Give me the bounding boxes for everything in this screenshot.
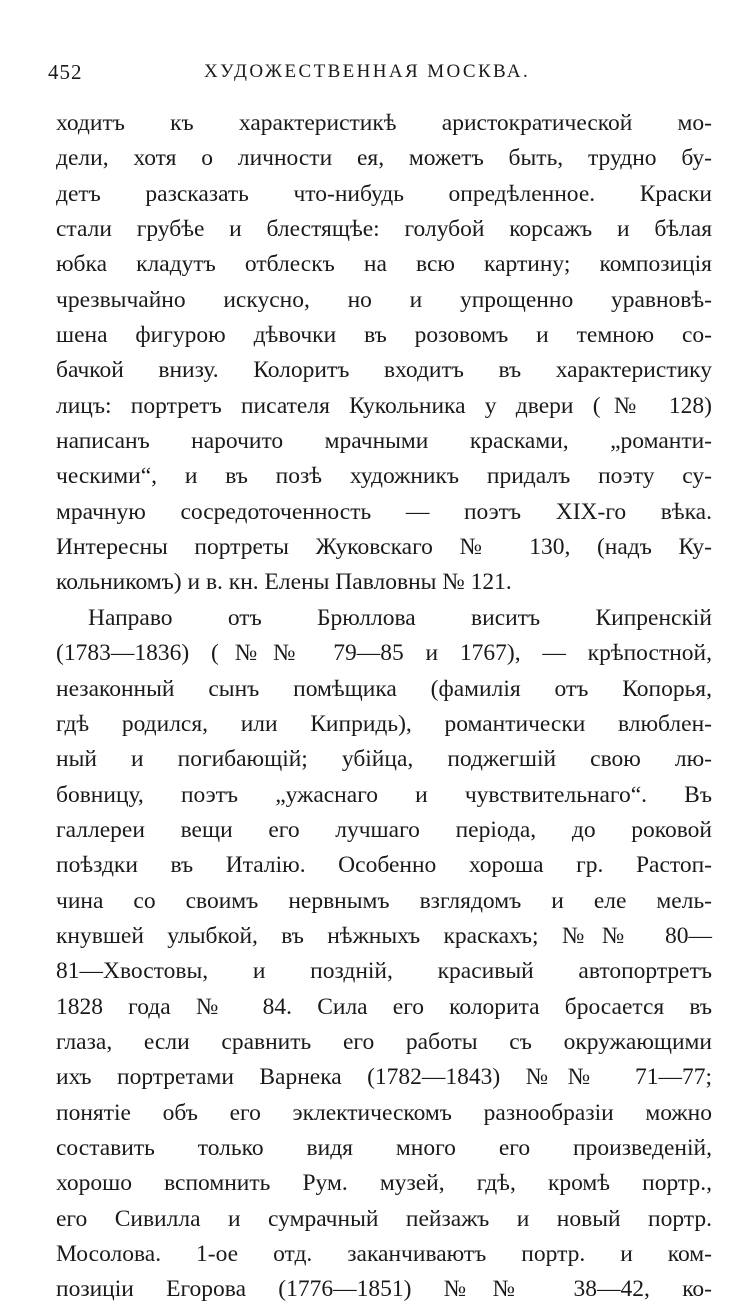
text-line: галлереи вещи его лучшаго періода, до роковой bbox=[56, 816, 712, 843]
text-line: дели, хотя о личности ея, можетъ быть, трудно бу- bbox=[56, 145, 712, 172]
text-line: глаза, если сравнить его работы съ окружающими bbox=[56, 1028, 712, 1055]
text-line: ихъ портретами Варнека (1782—1843) №№ 71—77; bbox=[56, 1064, 712, 1091]
running-title: ХУДОЖЕСТВЕННАЯ МОСКВА. bbox=[204, 61, 531, 82]
text-line: ходитъ къ характеристикѣ аристократической мо- bbox=[56, 110, 712, 136]
text-line: Направо отъ Брюллова виситъ Кипренскій bbox=[88, 604, 712, 631]
text-line: написанъ нарочито мрачными красками, „романти- bbox=[56, 428, 712, 455]
text-line: (1783—1836) (№№ 79—85 и 1767), — крѣпостной, bbox=[56, 640, 712, 667]
text-line: стали грубѣе и блестящѣе: голубой корсажъ и бѣлая bbox=[56, 216, 712, 243]
text-line: хорошо вспомнить Рум. музей, гдѣ, кромѣ портр., bbox=[56, 1170, 712, 1197]
text-line: бовницу, поэтъ „ужаснаго и чувствительнаго“. Въ bbox=[56, 781, 712, 808]
text-line: чрезвычайно искусно, но и упрощенно уравновѣ- bbox=[56, 286, 712, 313]
text-line: 1828 года № 84. Сила его колорита бросается въ bbox=[56, 993, 712, 1020]
text-line: позиціи Егорова (1776—1851) №№ 38—42, ко- bbox=[56, 1276, 712, 1303]
text-line: ческими“, и въ позѣ художникъ придалъ поэту су- bbox=[56, 463, 712, 490]
text-line: ный и погибающій; убійца, поджегшій свою лю- bbox=[56, 746, 712, 773]
body-text bbox=[56, 106, 712, 1308]
page-header bbox=[48, 60, 708, 90]
text-line: лицъ: портретъ писателя Кукольника у двери (№ 128) bbox=[56, 392, 712, 419]
text-line: понятіе объ его эклектическомъ разнообразіи можно bbox=[56, 1099, 712, 1126]
text-line: составить только видя много его произведеній, bbox=[56, 1134, 712, 1161]
text-line: Мосолова. 1-ое отд. заканчиваютъ портр. и ком- bbox=[56, 1241, 712, 1267]
text-line: поѣздки въ Италію. Особенно хороша гр. Растоп- bbox=[56, 852, 712, 879]
page-number: 452 bbox=[48, 60, 83, 84]
text-line: детъ разсказать что-нибудь опредѣленное. Краски bbox=[56, 180, 712, 207]
text-line: шена фигурою дѣвочки въ розовомъ и темною со- bbox=[56, 322, 712, 349]
text-line: бачкой внизу. Колоритъ входитъ въ характеристику bbox=[56, 357, 712, 384]
text-line: 81—Хвостовы, и поздній, красивый автопортретъ bbox=[56, 958, 712, 985]
text-line: незаконный сынъ помѣщика (фамилія отъ Копорья, bbox=[56, 675, 712, 702]
text-line: гдѣ родился, или Кипридь), романтически влюблен- bbox=[56, 710, 712, 737]
text-line: юбка кладутъ отблескъ на всю картину; композиція bbox=[56, 251, 712, 278]
text-line: чина со своимъ нервнымъ взглядомъ и еле мель- bbox=[56, 887, 712, 914]
paragraph-2 bbox=[56, 601, 712, 1308]
text-line: кольникомъ) и в. кн. Елены Павловны № 121. bbox=[56, 569, 512, 596]
text-line: мрачную сосредоточенность — поэтъ XIX-го вѣка. bbox=[56, 498, 712, 525]
text-line: его Сивилла и сумрачный пейзажъ и новый портр. bbox=[56, 1205, 712, 1232]
text-line: кнувшей улыбкой, въ нѣжныхъ краскахъ; №№ 80— bbox=[56, 922, 712, 949]
text-line: Интересны портреты Жуковскаго № 130, (надъ Ку- bbox=[56, 534, 712, 561]
paragraph-1 bbox=[56, 106, 712, 601]
